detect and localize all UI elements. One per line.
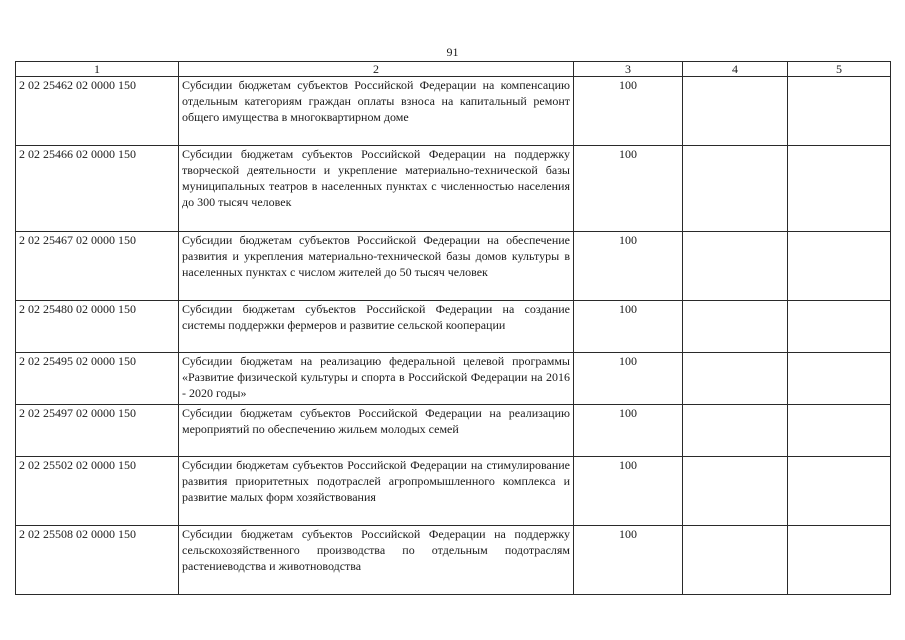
- column-3-value: 100: [574, 353, 683, 405]
- budget-code: 2 02 25466 02 0000 150: [16, 146, 179, 232]
- budget-code: 2 02 25497 02 0000 150: [16, 405, 179, 457]
- budget-code: 2 02 25467 02 0000 150: [16, 232, 179, 301]
- subsidy-description: [179, 301, 574, 353]
- table-row: [16, 526, 891, 595]
- description-text: Субсидии бюджетам субъектов Российской Федерации на поддержку сельскохозяйственного производства по отдельным подотраслям растениеводства и животноводства: [182, 527, 570, 573]
- column-3-value: 100: [574, 405, 683, 457]
- column-5-value: [788, 353, 891, 405]
- column-5-value: [788, 232, 891, 301]
- subsidy-description: [179, 353, 574, 405]
- description-text: Субсидии бюджетам субъектов Российской Федерации на создание системы поддержки фермеров и развитие сельской кооперации: [182, 302, 570, 332]
- subsidy-description: [179, 405, 574, 457]
- table-row: [16, 405, 891, 457]
- column-5-value: [788, 301, 891, 353]
- header-col-3: 3: [574, 62, 683, 77]
- column-5-value: [788, 526, 891, 595]
- table-row: [16, 353, 891, 405]
- header-col-5: 5: [788, 62, 891, 77]
- subsidy-description: [179, 77, 574, 146]
- description-text: Субсидии бюджетам на реализацию федеральной целевой программы «Развитие физической культуры и спорта в Российской Федерации на 2016 - 2020 годы»: [182, 354, 570, 400]
- table-row: [16, 232, 891, 301]
- header-row: [16, 62, 891, 77]
- subsidy-description: [179, 146, 574, 232]
- column-4-value: [683, 457, 788, 526]
- budget-code: 2 02 25502 02 0000 150: [16, 457, 179, 526]
- description-text: Субсидии бюджетам субъектов Российской Федерации на обеспечение развития и укрепления материально-технической базы домов культуры в населенных пунктах с числом жителей до 50 тысяч человек: [182, 233, 570, 279]
- subsidy-description: [179, 232, 574, 301]
- table-row: [16, 77, 891, 146]
- column-3-value: 100: [574, 146, 683, 232]
- description-text: Субсидии бюджетам субъектов Российской Федерации на реализацию мероприятий по обеспечению жильем молодых семей: [182, 406, 570, 436]
- subsidy-description: [179, 526, 574, 595]
- column-4-value: [683, 77, 788, 146]
- description-text: Субсидии бюджетам субъектов Российской Федерации на поддержку творческой деятельности и укрепление материально-технической базы муниципальных театров в населенных пунктах с численностью населения до 300 тысяч человек: [182, 147, 570, 209]
- column-3-value: 100: [574, 301, 683, 353]
- table-row: [16, 457, 891, 526]
- header-col-2: 2: [179, 62, 574, 77]
- description-text: Субсидии бюджетам субъектов Российской Федерации на стимулирование развития приоритетных подотраслей агропромышленного комплекса и развитие малых форм хозяйствования: [182, 458, 570, 504]
- column-4-value: [683, 405, 788, 457]
- table-row: [16, 146, 891, 232]
- column-5-value: [788, 146, 891, 232]
- column-4-value: [683, 353, 788, 405]
- subsidy-description: [179, 457, 574, 526]
- column-4-value: [683, 232, 788, 301]
- column-3-value: 100: [574, 77, 683, 146]
- page-number: 91: [446, 45, 459, 59]
- column-5-value: [788, 457, 891, 526]
- column-3-value: 100: [574, 526, 683, 595]
- description-text: Субсидии бюджетам субъектов Российской Федерации на компенсацию отдельным категориям граждан оплаты взноса на капитальный ремонт общего имущества в многоквартирном доме: [182, 78, 570, 124]
- header-col-1: 1: [16, 62, 179, 77]
- column-5-value: [788, 77, 891, 146]
- budget-code: 2 02 25480 02 0000 150: [16, 301, 179, 353]
- table-header: [16, 62, 891, 77]
- column-4-value: [683, 526, 788, 595]
- column-5-value: [788, 405, 891, 457]
- column-4-value: [683, 146, 788, 232]
- column-3-value: 100: [574, 457, 683, 526]
- column-4-value: [683, 301, 788, 353]
- column-3-value: 100: [574, 232, 683, 301]
- header-col-4: 4: [683, 62, 788, 77]
- budget-table: [15, 61, 891, 595]
- budget-code: 2 02 25508 02 0000 150: [16, 526, 179, 595]
- table-row: [16, 301, 891, 353]
- budget-code: 2 02 25462 02 0000 150: [16, 77, 179, 146]
- budget-code: 2 02 25495 02 0000 150: [16, 353, 179, 405]
